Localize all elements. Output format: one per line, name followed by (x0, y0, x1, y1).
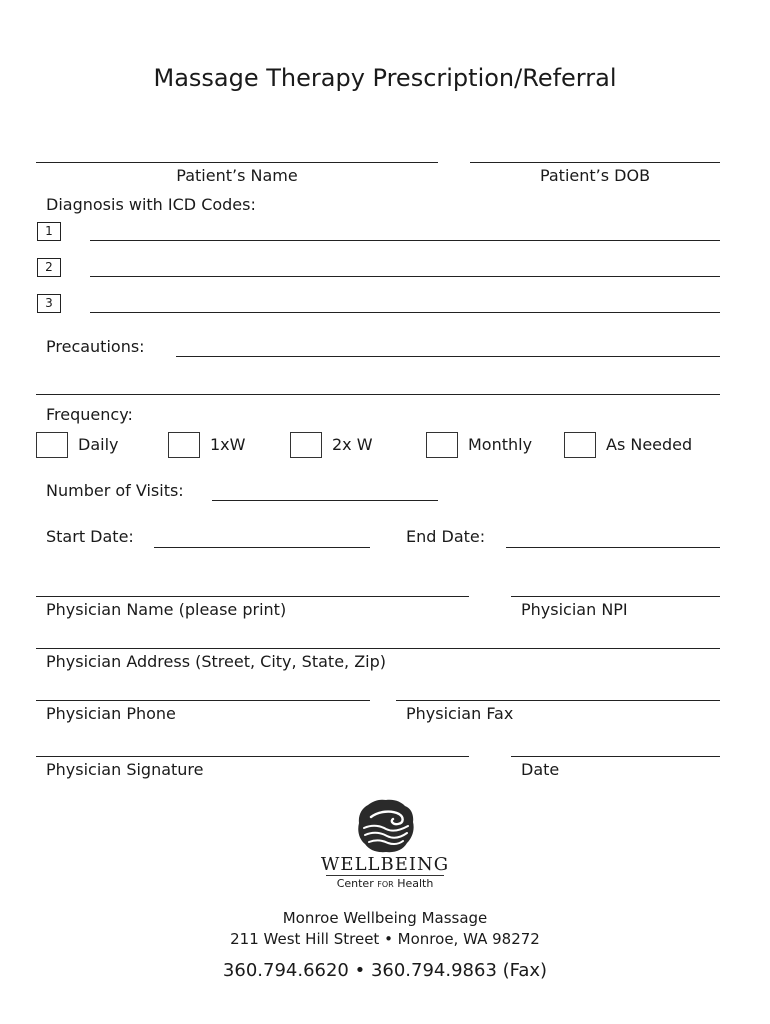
signature-date-label: Date (521, 760, 560, 779)
frequency-monthly-checkbox[interactable] (426, 432, 458, 458)
visits-label: Number of Visits: (46, 481, 184, 500)
frequency-as-needed-label: As Needed (606, 435, 693, 454)
wave-spiral-logo-icon (357, 798, 415, 854)
physician-name-label: Physician Name (please print) (46, 600, 287, 619)
frequency-daily-label: Daily (78, 435, 119, 454)
diagnosis-line-1[interactable] (90, 240, 720, 241)
diagnosis-number-2: 2 (37, 258, 61, 277)
physician-name-line[interactable] (36, 596, 469, 597)
diagnosis-line-3[interactable] (90, 312, 720, 313)
precautions-line-2[interactable] (36, 394, 720, 395)
frequency-daily-checkbox[interactable] (36, 432, 68, 458)
patient-name-label: Patient’s Name (176, 166, 298, 185)
physician-npi-label: Physician NPI (521, 600, 628, 619)
start-date-line[interactable] (154, 547, 370, 548)
logo-tagline-health: Health (397, 877, 434, 890)
frequency-2xw-label: 2x W (332, 435, 373, 454)
patient-name-line[interactable] (36, 162, 438, 163)
start-date-label: Start Date: (46, 527, 134, 546)
diagnosis-line-2[interactable] (90, 276, 720, 277)
physician-phone-line[interactable] (36, 700, 370, 701)
diagnosis-label: Diagnosis with ICD Codes: (46, 195, 256, 214)
logo-tagline-center: Center (336, 877, 374, 890)
frequency-monthly-label: Monthly (468, 435, 533, 454)
footer-address: 211 West Hill Street • Monroe, WA 98272 (230, 930, 540, 948)
precautions-line-1[interactable] (176, 356, 720, 357)
frequency-label: Frequency: (46, 405, 133, 424)
physician-fax-line[interactable] (396, 700, 720, 701)
diagnosis-number-3: 3 (37, 294, 61, 313)
physician-fax-label: Physician Fax (406, 704, 514, 723)
frequency-2xw-checkbox[interactable] (290, 432, 322, 458)
footer-business: Monroe Wellbeing Massage (282, 909, 488, 927)
patient-dob-label: Patient’s DOB (539, 166, 651, 185)
physician-signature-line[interactable] (36, 756, 469, 757)
end-date-line[interactable] (506, 547, 720, 548)
frequency-as-needed-checkbox[interactable] (564, 432, 596, 458)
frequency-1xw-checkbox[interactable] (168, 432, 200, 458)
logo-tagline-for: FOR (377, 880, 394, 889)
end-date-label: End Date: (406, 527, 486, 546)
physician-address-line[interactable] (36, 648, 720, 649)
physician-address-label: Physician Address (Street, City, State, Zip) (46, 652, 387, 671)
logo-name: WELLBEING (320, 854, 450, 875)
physician-npi-line[interactable] (511, 596, 720, 597)
physician-phone-label: Physician Phone (46, 704, 176, 723)
signature-date-line[interactable] (511, 756, 720, 757)
precautions-label: Precautions: (46, 337, 145, 356)
logo-tagline (285, 877, 485, 891)
diagnosis-number-1: 1 (37, 222, 61, 241)
logo-divider (326, 875, 444, 876)
frequency-1xw-label: 1xW (210, 435, 246, 454)
form-title: Massage Therapy Prescription/Referral (153, 64, 617, 92)
physician-signature-label: Physician Signature (46, 760, 204, 779)
footer-phones: 360.794.6620 • 360.794.9863 (Fax) (222, 960, 548, 981)
visits-line[interactable] (212, 500, 438, 501)
patient-dob-line[interactable] (470, 162, 720, 163)
